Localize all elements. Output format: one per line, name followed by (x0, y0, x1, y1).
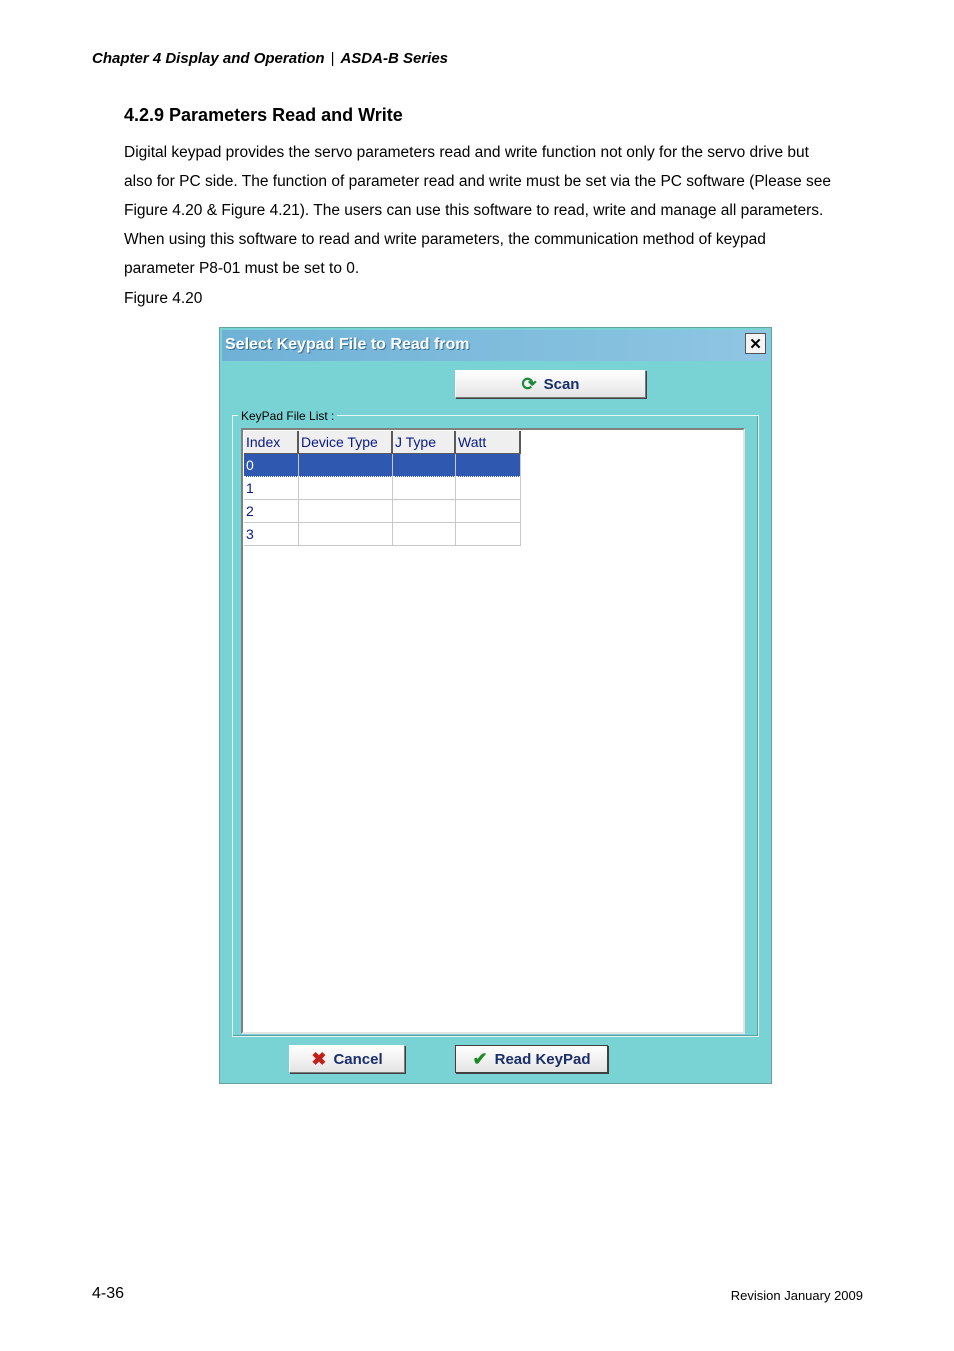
check-icon: ✔ (472, 1049, 488, 1069)
cell-j-type (392, 523, 455, 546)
cell-watt (455, 477, 520, 500)
page-number: 4-36 (92, 1285, 125, 1302)
read-keypad-label: Read KeyPad (494, 1050, 591, 1068)
refresh-icon: ⟳ (521, 374, 537, 394)
cell-index: 3 (244, 523, 298, 546)
column-header-j-type[interactable]: J Type (392, 431, 455, 454)
cell-index: 0 (244, 454, 298, 477)
cell-j-type (392, 477, 455, 500)
body-line: When using this software to read and write parameters, the communication method of keypad (124, 231, 766, 248)
cell-index: 1 (244, 477, 298, 500)
body-line: Figure 4.20 & Figure 4.21). The users can use this software to read, write and manage all parameters. (124, 202, 824, 219)
x-mark-icon: ✖ (311, 1049, 327, 1069)
file-list-view[interactable] (241, 428, 745, 1034)
cell-device-type (298, 523, 392, 546)
chapter-title: Chapter 4 Display and Operation (92, 50, 325, 67)
column-header-index[interactable]: Index (244, 431, 298, 454)
keypad-read-dialog (219, 327, 772, 1084)
dialog-title: Select Keypad File to Read from (225, 336, 470, 353)
cancel-button[interactable] (289, 1045, 405, 1073)
read-keypad-button[interactable] (455, 1045, 608, 1073)
header-separator: | (330, 50, 335, 67)
body-line: also for PC side. The function of parameter read and write must be set via the PC software (Please see (124, 173, 832, 190)
section-title: 4.2.9 Parameters Read and Write (124, 105, 403, 125)
body-line: parameter P8-01 must be set to 0. (124, 260, 360, 277)
cell-device-type (298, 477, 392, 500)
cell-j-type (392, 500, 455, 523)
cell-index: 2 (244, 500, 298, 523)
table-row[interactable] (244, 454, 520, 477)
series-name: ASDA-B Series (340, 50, 449, 67)
column-header-device-type[interactable]: Device Type (298, 431, 392, 454)
file-table (244, 431, 521, 546)
cell-j-type (392, 454, 455, 477)
cell-device-type (298, 500, 392, 523)
cell-watt (455, 500, 520, 523)
cell-device-type (298, 454, 392, 477)
column-header-watt[interactable]: Watt (455, 431, 520, 454)
table-row[interactable] (244, 523, 520, 546)
table-row[interactable] (244, 500, 520, 523)
group-label: KeyPad File List : (238, 409, 337, 423)
body-paragraph (124, 138, 864, 283)
scan-button[interactable] (455, 370, 646, 398)
running-header (92, 50, 448, 67)
scan-label: Scan (543, 375, 580, 393)
cell-watt (455, 523, 520, 546)
close-icon: ✕ (749, 335, 762, 353)
table-row[interactable] (244, 477, 520, 500)
cancel-label: Cancel (333, 1050, 383, 1068)
close-button[interactable] (745, 333, 766, 354)
figure-caption: Figure 4.20 (124, 290, 203, 307)
body-line: Digital keypad provides the servo parameters read and write function not only for the servo drive but (124, 144, 809, 161)
cell-watt (455, 454, 520, 477)
dialog-titlebar[interactable] (222, 330, 769, 361)
revision-note: Revision January 2009 (730, 1288, 863, 1303)
